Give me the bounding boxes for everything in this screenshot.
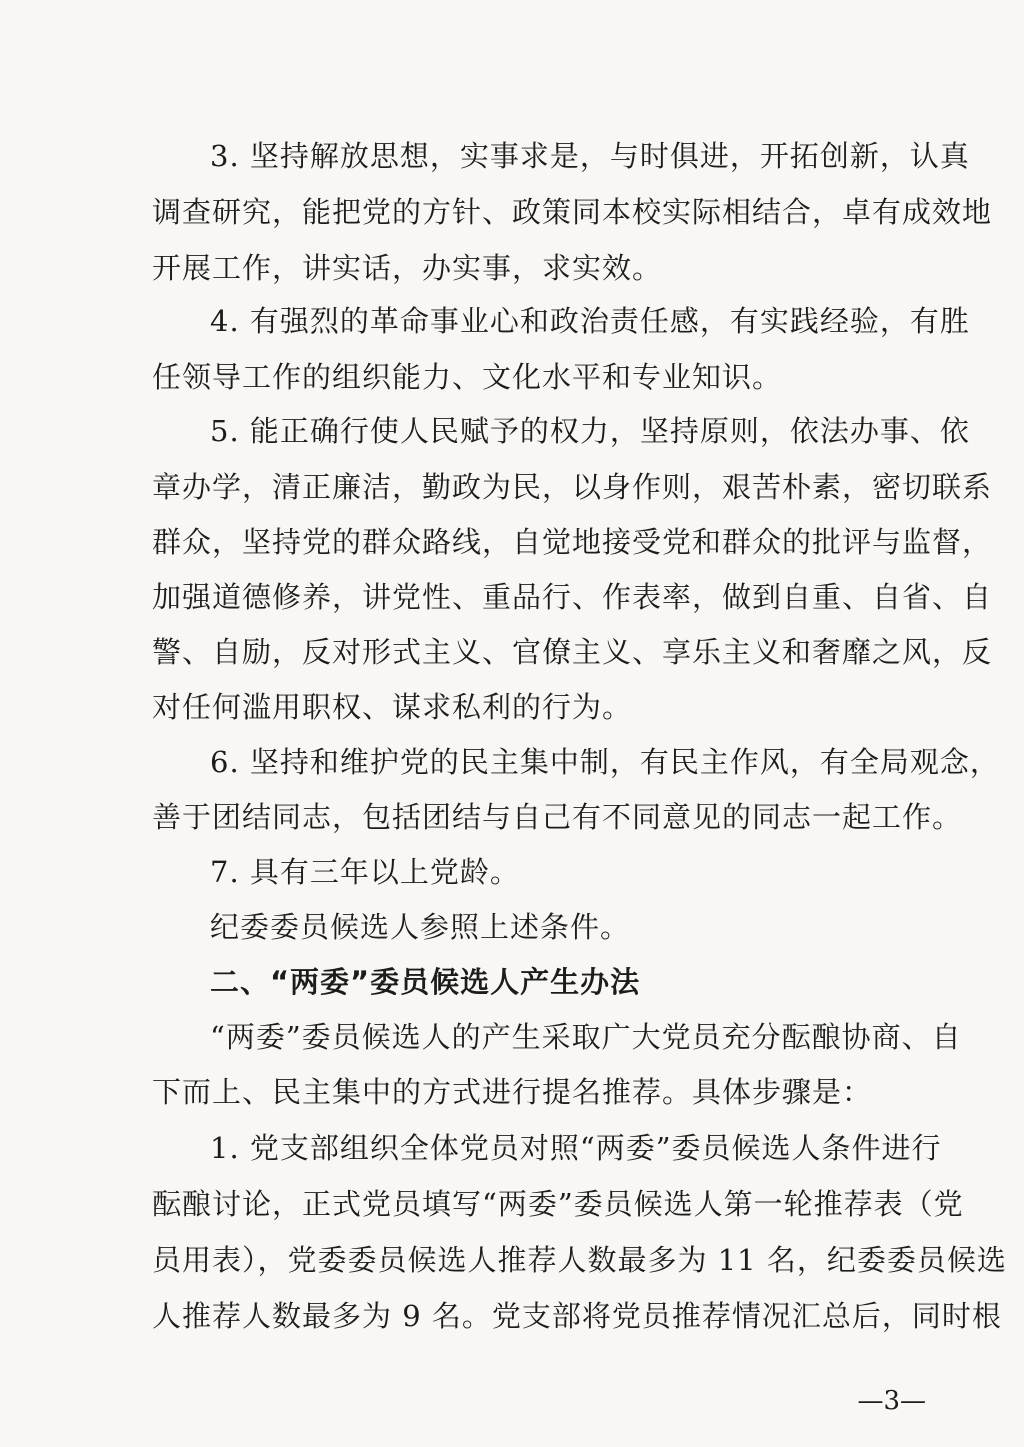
paragraph-line: 调查研究，能把党的方针、政策同本校实际相结合，卓有成效地	[152, 195, 993, 229]
paragraph-line: “两委”委员候选人的产生采取广大党员充分酝酿协商、自	[210, 1020, 962, 1054]
paragraph-line: 酝酿讨论，正式党员填写“两委”委员候选人第一轮推荐表（党	[152, 1187, 964, 1221]
paragraph-line: 5. 能正确行使人民赋予的权力，坚持原则，依法办事、依	[210, 414, 970, 448]
paragraph-line: 4. 有强烈的革命事业心和政治责任感，有实践经验，有胜	[210, 304, 970, 338]
paragraph-line: 员用表），党委委员候选人推荐人数最多为 11 名，纪委委员候选	[152, 1243, 1007, 1277]
paragraph-line: 警、自励，反对形式主义、官僚主义、享乐主义和奢靡之风，反	[152, 635, 993, 669]
paragraph-line: 下而上、民主集中的方式进行提名推荐。具体步骤是：	[152, 1075, 873, 1109]
paragraph-line: 善于团结同志，包括团结与自己有不同意见的同志一起工作。	[152, 800, 963, 834]
paragraph-line: 3. 坚持解放思想，实事求是，与时俱进，开拓创新，认真	[210, 139, 970, 173]
paragraph-line: 加强道德修养，讲党性、重品行、作表率，做到自重、自省、自	[152, 580, 993, 614]
paragraph-line: 6. 坚持和维护党的民主集中制，有民主作风，有全局观念，	[210, 745, 1000, 779]
paragraph-line: 纪委委员候选人参照上述条件。	[210, 910, 631, 944]
page-number: —3—	[857, 1386, 926, 1416]
paragraph-line: 7. 具有三年以上党龄。	[210, 855, 520, 889]
section-heading: 二、“两委”委员候选人产生办法	[210, 965, 641, 999]
paragraph-line: 1. 党支部组织全体党员对照“两委”委员候选人条件进行	[210, 1131, 942, 1165]
paragraph-line: 群众，坚持党的群众路线，自觉地接受党和群众的批评与监督，	[152, 525, 993, 559]
paragraph-line: 对任何滥用职权、谋求私利的行为。	[152, 690, 633, 724]
paragraph-line: 任领导工作的组织能力、文化水平和专业知识。	[152, 360, 783, 394]
paragraph-line: 人推荐人数最多为 9 名。党支部将党员推荐情况汇总后，同时根	[152, 1299, 1002, 1333]
paragraph-line: 开展工作，讲实话，办实事，求实效。	[152, 251, 663, 285]
paragraph-line: 章办学，清正廉洁，勤政为民，以身作则，艰苦朴素，密切联系	[152, 470, 993, 504]
